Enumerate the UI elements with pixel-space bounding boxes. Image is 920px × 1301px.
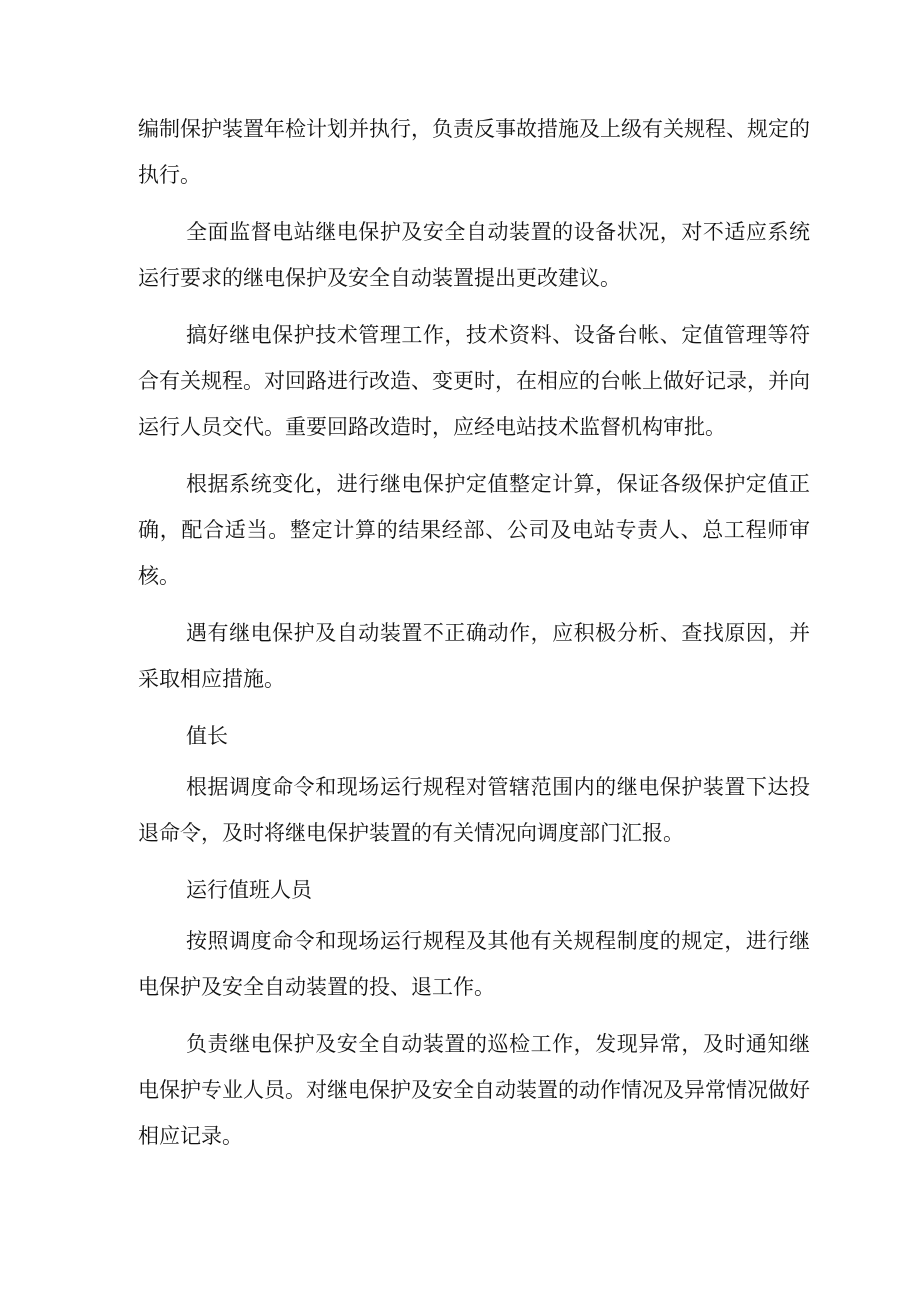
- paragraph-annual-inspection: 编制保护装置年检计划并执行，负责反事故措施及上级有关规程、规定的执行。: [138, 117, 810, 187]
- paragraph-incorrect-operation: 遇有继电保护及自动装置不正确动作，应积极分析、查找原因，并采取相应措施。: [138, 621, 810, 691]
- paragraph-setting-calculation: 根据系统变化，进行继电保护定值整定计算，保证各级保护定值正确，配合适当。整定计算的结果经部、公司及电站专责人、总工程师审核。: [138, 472, 810, 588]
- paragraph-supervision: 全面监督电站继电保护及安全自动装置的设备状况，对不适应系统运行要求的继电保护及安全自动装置提出更改建议。: [138, 220, 810, 290]
- paragraph-switching-work: 按照调度命令和现场运行规程及其他有关规程制度的规定，进行继电保护及安全自动装置的投、退工作。: [138, 929, 810, 999]
- section-heading-shift-supervisor: 值长: [186, 724, 228, 748]
- section-heading-operators-on-duty: 运行值班人员: [186, 878, 312, 902]
- document-body: [138, 106, 810, 1170]
- paragraph-dispatch-commands: 根据调度命令和现场运行规程对管辖范围内的继电保护装置下达投退命令，及时将继电保护装置的有关情况向调度部门汇报。: [138, 775, 810, 845]
- paragraph-technical-management: 搞好继电保护技术管理工作，技术资料、设备台帐、定值管理等符合有关规程。对回路进行改造、变更时，在相应的台帐上做好记录，并向运行人员交代。重要回路改造时，应经电站技术监督机构审批。: [138, 323, 810, 439]
- paragraph-patrol-inspection: 负责继电保护及安全自动装置的巡检工作，发现异常，及时通知继电保护专业人员。对继电保护及安全自动装置的动作情况及异常情况做好相应记录。: [138, 1032, 810, 1148]
